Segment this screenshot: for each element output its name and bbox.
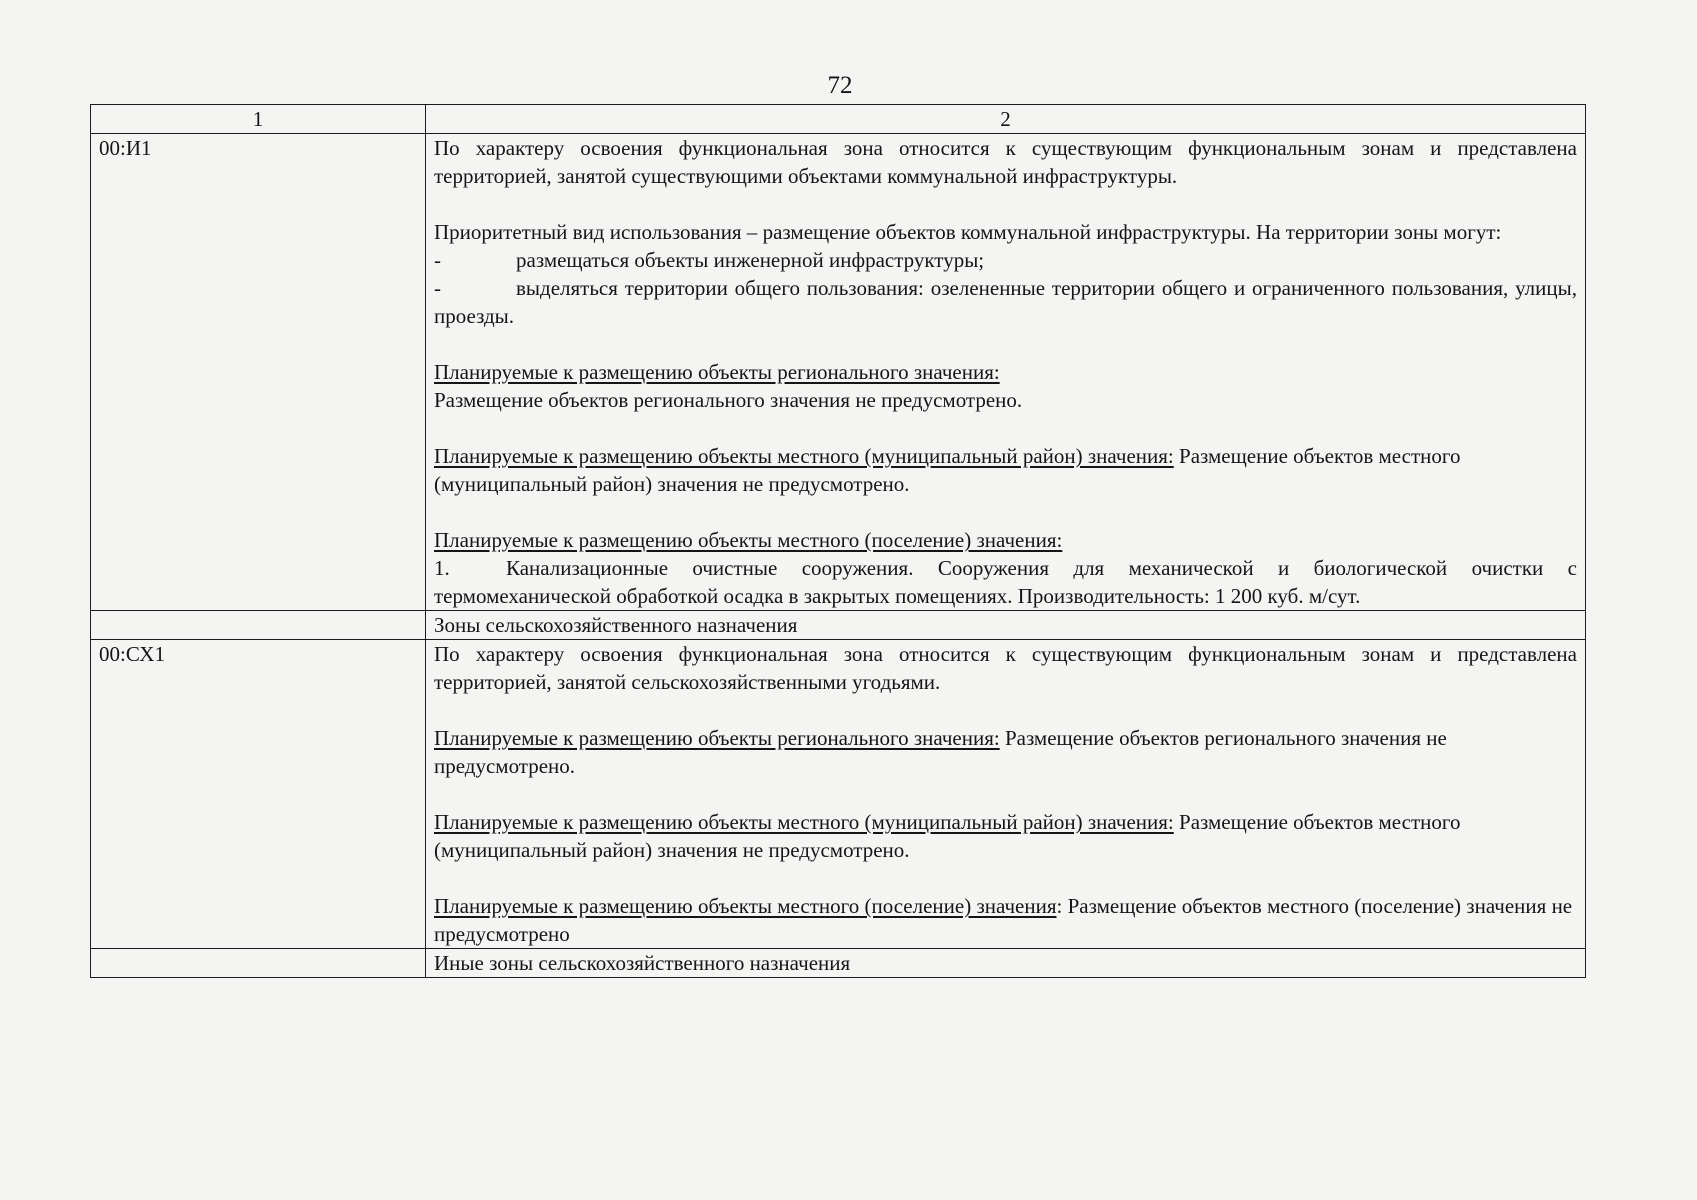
regional-heading: Планируемые к размещению объекты регионального значения:	[434, 726, 1000, 750]
settlement-objects	[434, 892, 1577, 948]
settlement-heading: Планируемые к размещению объекты местного (поселение) значения	[434, 894, 1057, 918]
settlement-text: : Размещение объектов местного (поселение) значения не предусмотрено	[434, 894, 1573, 946]
regional-objects	[434, 724, 1577, 780]
priority-use: Приоритетный вид использования – размещение объектов коммунальной инфраструктуры. На территории зоны могут:	[434, 220, 1502, 244]
list-marker: 1.	[434, 556, 450, 580]
header-cell-1: 1	[91, 105, 426, 134]
list-marker: -	[434, 248, 441, 272]
municipal-text: Размещение объектов местного (муниципальный район) значения не предусмотрено.	[434, 444, 1461, 496]
regional-objects	[434, 358, 1577, 386]
zone-intro: По характеру освоения функциональная зона относится к существующим функциональным зонам и представлена территорией, занятой существующими объектами коммунальной инфраструктуры.	[434, 136, 1577, 188]
header-cell-2: 2	[426, 105, 1586, 134]
regional-text: Размещение объектов регионального значения не предусмотрено.	[434, 388, 1023, 412]
municipal-objects	[434, 808, 1577, 864]
empty-cell	[91, 611, 426, 640]
empty-cell	[91, 949, 426, 978]
list-item	[434, 246, 1577, 274]
table-section-row	[91, 611, 1586, 640]
settlement-objects	[434, 526, 1577, 554]
regional-text: Размещение объектов регионального значения не предусмотрено.	[434, 726, 1447, 778]
zones-table	[90, 104, 1586, 978]
regional-heading: Планируемые к размещению объекты регионального значения:	[434, 360, 1000, 384]
table-row-sh1	[91, 640, 1586, 949]
municipal-text: Размещение объектов местного (муниципальный район) значения не предусмотрено.	[434, 810, 1461, 862]
table-header-row	[91, 105, 1586, 134]
list-item	[434, 554, 1577, 610]
municipal-objects	[434, 442, 1577, 498]
section-title: Зоны сельскохозяйственного назначения	[426, 611, 1586, 640]
page-number: 72	[827, 72, 853, 99]
list-item	[434, 274, 1577, 330]
list-item-text: выделяться территории общего пользования: озелененные территории общего и ограниченного пользования, улицы, проезды.	[434, 276, 1577, 328]
table-row-i1	[91, 134, 1586, 611]
zone-description	[426, 640, 1586, 949]
zone-description	[426, 134, 1586, 611]
list-item-text: Канализационные очистные сооружения. Сооружения для механической и биологической очистки с термомеханической обработкой осадка в закрытых помещениях. Производительность: 1 200 куб. м/сут.	[434, 556, 1577, 608]
list-marker: -	[434, 276, 441, 300]
zone-code: 00:СХ1	[91, 640, 426, 949]
settlement-heading: Планируемые к размещению объекты местного (поселение) значения:	[434, 528, 1063, 552]
zone-code: 00:И1	[91, 134, 426, 611]
municipal-heading: Планируемые к размещению объекты местного (муниципальный район) значения:	[434, 444, 1174, 468]
zone-intro: По характеру освоения функциональная зона относится к существующим функциональным зонам и представлена территорией, занятой сельскохозяйственными угодьями.	[434, 642, 1577, 694]
municipal-heading: Планируемые к размещению объекты местного (муниципальный район) значения:	[434, 810, 1174, 834]
section-title: Иные зоны сельскохозяйственного назначения	[426, 949, 1586, 978]
list-item-text: размещаться объекты инженерной инфраструктуры;	[516, 248, 985, 272]
table-section-row	[91, 949, 1586, 978]
